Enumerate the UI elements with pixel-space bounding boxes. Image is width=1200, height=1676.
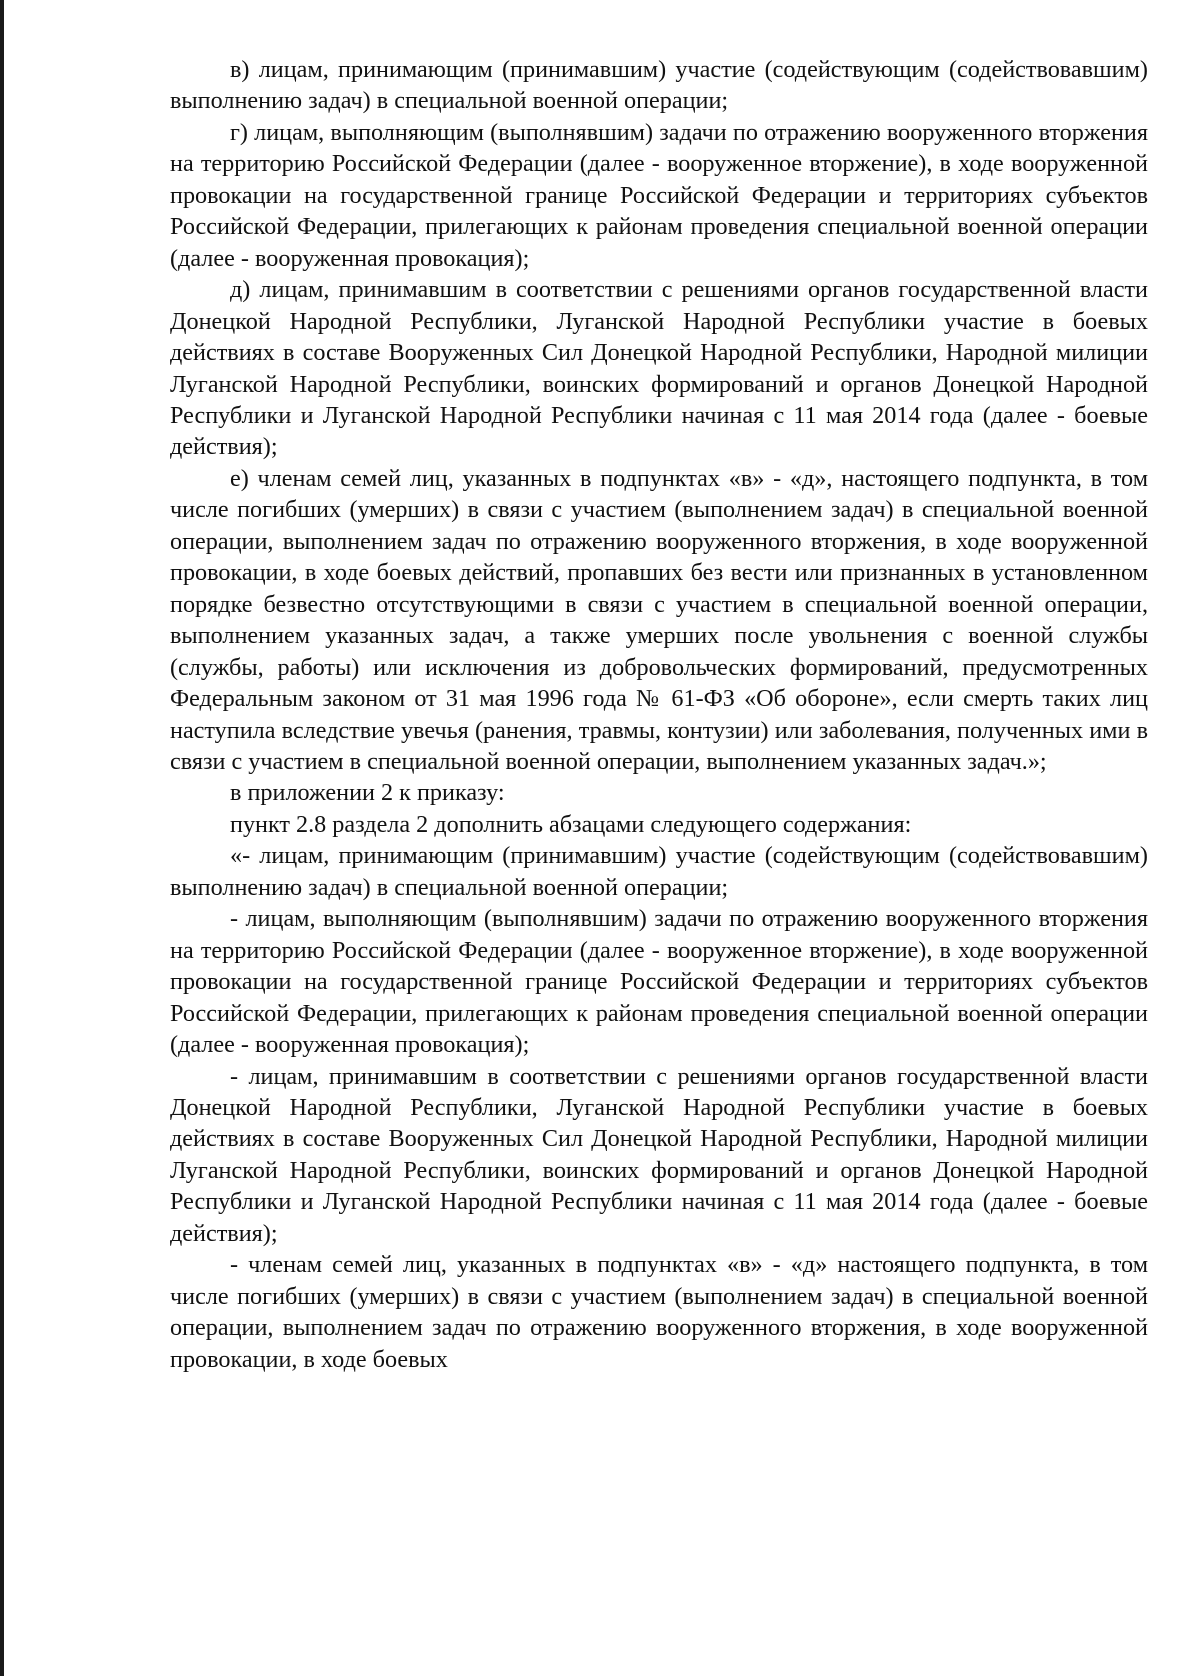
paragraph-item-2-8: пункт 2.8 раздела 2 дополнить абзацами следующего содержания: (230, 810, 912, 838)
paragraph-dash-4: - членам семей лиц, указанных в подпунктах «в» - «д» настоящего подпункта, в том числе погибших (умерших) в связи с участием (выполнением задач) в специальной военной операции, выполнением задач по отражению вооруженного вторжения, в ходе вооруженной провокации, в ходе боевых (170, 1251, 1148, 1373)
paragraph-dash-2: - лицам, выполняющим (выполнявшим) задачи по отражению вооруженного вторжения на территорию Российской Федерации (далее - вооруженное вторжение), в ходе вооруженной провокации на государственной границе Российской Федерации и территориях субъектов Российской Федерации, прилегающих к районам проведения специальной военной операции (далее - вооруженная провокация); (170, 905, 1148, 1059)
scan-edge-mark (0, 0, 4, 1676)
paragraph-dash-1: «- лицам, принимающим (принимавшим) участие (содействующим (содействовавшим) выполнению задач) в специальной военной операции; (170, 842, 1148, 901)
paragraph-v: в) лицам, принимающим (принимавшим) участие (содействующим (содействовавшим) выполнению задач) в специальной военной операции; (170, 56, 1148, 115)
paragraph-e: е) членам семей лиц, указанных в подпунктах «в» - «д», настоящего подпункта, в том числе погибших (умерших) в связи с участием (выполнением задач) в специальной военной операции, выполнением задач по отражению вооруженного вторжения, в ходе вооруженной провокации, в ходе боевых действий, пропавших без вести или признанных в установленном порядке безвестно отсутствующими в связи с участием в специальной военной операции, выполнением указанных задач, а также умерших после увольнения с военной службы (службы, работы) или исключения из добровольческих формирований, предусмотренных Федеральным законом от 31 мая 1996 года № 61-ФЗ «Об обороне», если смерть таких лиц наступила вследствие увечья (ранения, травмы, контузии) или заболевания, полученных ими в связи с участием в специальной военной операции, выполнением указанных задач.»; (170, 464, 1148, 775)
paragraph-d: д) лицам, принимавшим в соответствии с решениями органов государственной власти Донецкой Народной Республики, Луганской Народной Республики участие в боевых действиях в составе Вооруженных Сил Донецкой Народной Республики, Народной милиции Луганской Народной Республики, воинских формирований и органов Донецкой Народной Республики и Луганской Народной Республики начиная с 11 мая 2014 года (далее - боевые действия); (170, 276, 1148, 461)
document-page (170, 54, 1148, 1375)
paragraph-dash-3: - лицам, принимавшим в соответствии с решениями органов государственной власти Донецкой Народной Республики, Луганской Народной Республики участие в боевых действиях в составе Вооруженных Сил Донецкой Народной Республики, Народной милиции Луганской Народной Республики, воинских формирований и органов Донецкой Народной Республики и Луганской Народной Республики начиная с 11 мая 2014 года (далее - боевые действия); (170, 1062, 1148, 1247)
paragraph-g: г) лицам, выполняющим (выполнявшим) задачи по отражению вооруженного вторжения на территорию Российской Федерации (далее - вооруженное вторжение), в ходе вооруженной провокации на государственной границе Российской Федерации и территориях субъектов Российской Федерации, прилегающих к районам проведения специальной военной операции (далее - вооруженная провокация); (170, 118, 1148, 272)
paragraph-appendix-2: в приложении 2 к приказу: (230, 779, 505, 807)
